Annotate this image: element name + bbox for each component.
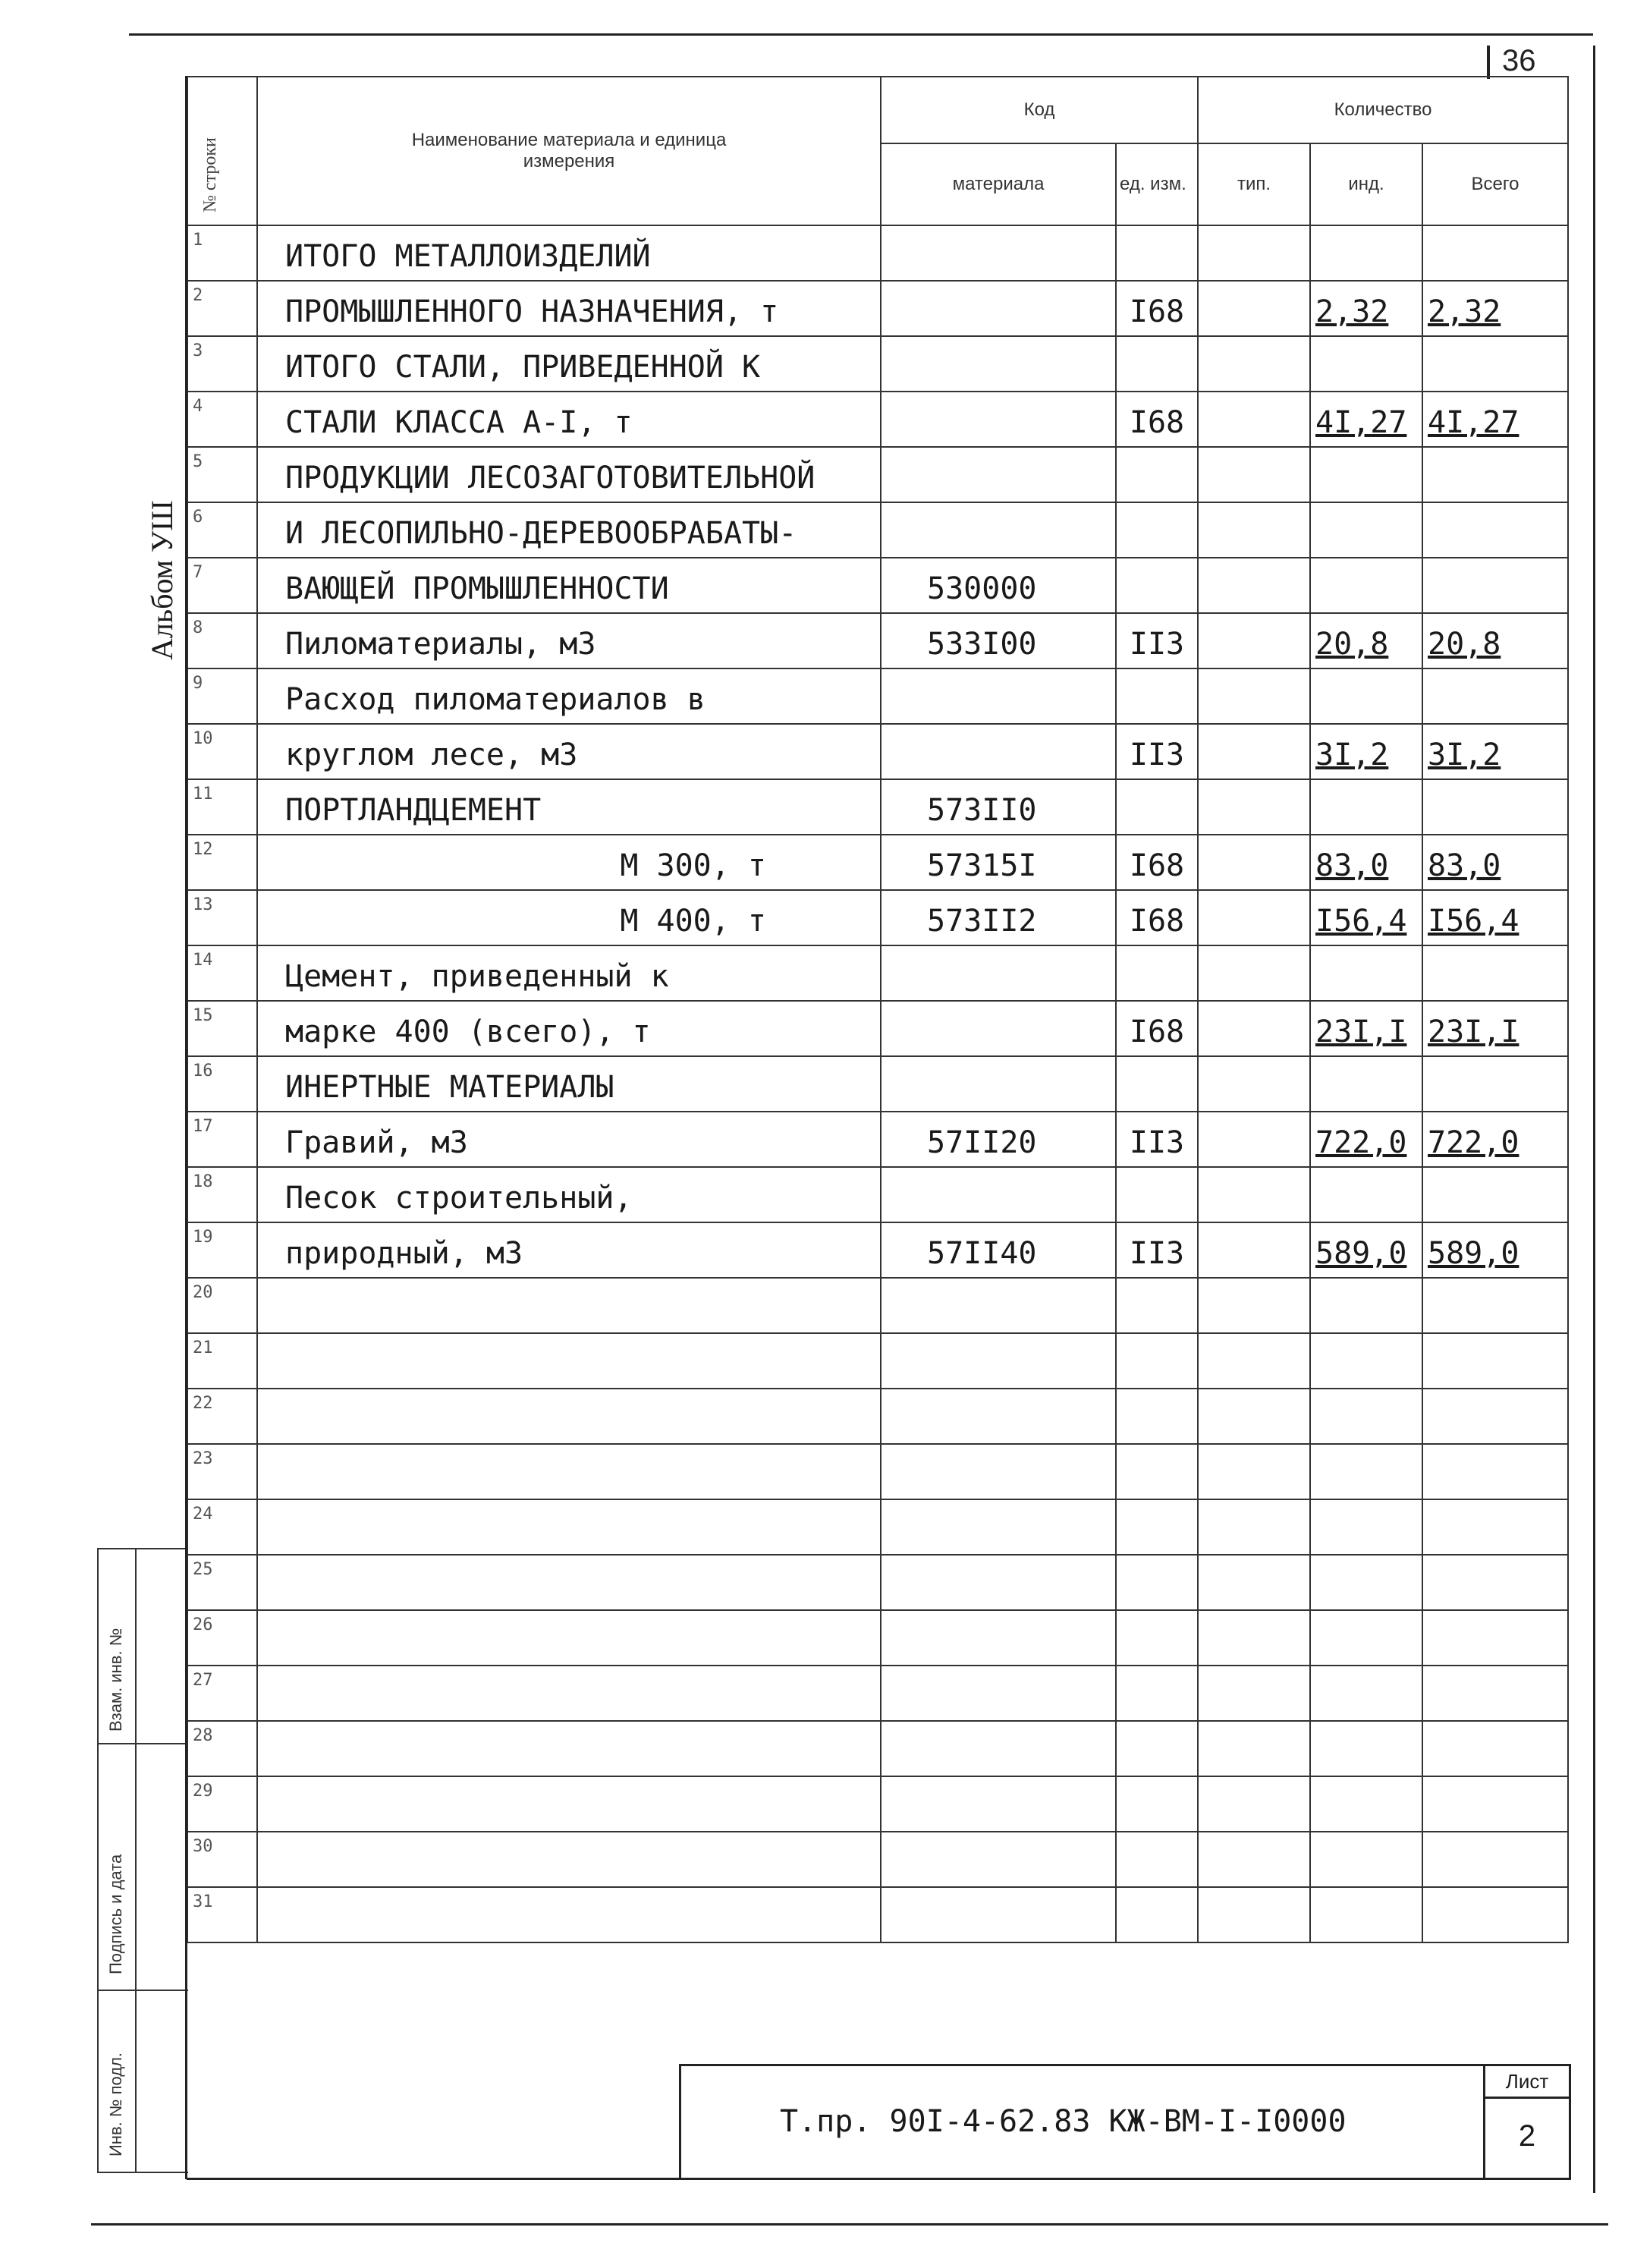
row-code xyxy=(881,1721,1116,1776)
table-row xyxy=(187,1721,1568,1776)
row-qty-typ xyxy=(1198,724,1310,779)
row-qty-ind: 722,0 xyxy=(1310,1112,1422,1167)
header-code-group: Код xyxy=(881,77,1198,143)
header-name: Наименование материала и единица измерения xyxy=(257,77,881,225)
row-qty-ind: 2,32 xyxy=(1310,281,1422,336)
row-qty-ind xyxy=(1310,1167,1422,1222)
row-number: 13 xyxy=(187,890,257,945)
row-name: М 300, т xyxy=(257,835,881,890)
row-qty-ind: 23I,I xyxy=(1310,1001,1422,1056)
header-row-number xyxy=(187,77,257,225)
row-qty-total: 722,0 xyxy=(1422,1112,1568,1167)
row-name xyxy=(257,1887,881,1942)
row-number: 31 xyxy=(187,1887,257,1942)
row-qty-ind xyxy=(1310,945,1422,1001)
row-number: 9 xyxy=(187,668,257,724)
row-qty-ind xyxy=(1310,1444,1422,1499)
row-code: 57II20 xyxy=(881,1112,1116,1167)
row-qty-ind xyxy=(1310,1666,1422,1721)
table-row xyxy=(187,1832,1568,1887)
stamp-inv-orig: Инв. № подл. xyxy=(106,2052,125,2156)
row-qty-ind xyxy=(1310,1776,1422,1832)
row-number: 2 xyxy=(187,281,257,336)
row-code xyxy=(881,724,1116,779)
document-code: Т.пр. 90I-4-62.83 КЖ-ВМ-I-I0000 xyxy=(780,2104,1347,2139)
row-qty-total: 20,8 xyxy=(1422,613,1568,668)
row-qty-ind: 20,8 xyxy=(1310,613,1422,668)
row-name xyxy=(257,1333,881,1389)
row-code xyxy=(881,1056,1116,1112)
table-row xyxy=(187,225,1568,281)
row-number: 14 xyxy=(187,945,257,1001)
row-unit xyxy=(1116,1776,1198,1832)
row-qty-typ xyxy=(1198,558,1310,613)
row-name xyxy=(257,1555,881,1610)
row-qty-ind xyxy=(1310,1721,1422,1776)
row-code xyxy=(881,1887,1116,1942)
row-unit: II3 xyxy=(1116,1222,1198,1278)
row-qty-total xyxy=(1422,225,1568,281)
row-qty-typ xyxy=(1198,502,1310,558)
row-code: 57II40 xyxy=(881,1222,1116,1278)
sheet-box xyxy=(1483,2066,1569,2180)
row-qty-typ xyxy=(1198,1832,1310,1887)
table-row xyxy=(187,1167,1568,1222)
row-name: ИТОГО МЕТАЛЛОИЗДЕЛИЙ xyxy=(257,225,881,281)
row-number: 16 xyxy=(187,1056,257,1112)
row-qty-typ xyxy=(1198,336,1310,392)
row-number: 19 xyxy=(187,1222,257,1278)
row-qty-ind xyxy=(1310,558,1422,613)
row-qty-total xyxy=(1422,779,1568,835)
row-qty-typ xyxy=(1198,835,1310,890)
row-name: ИНЕРТНЫЕ МАТЕРИАЛЫ xyxy=(257,1056,881,1112)
row-name xyxy=(257,1721,881,1776)
table-row xyxy=(187,1555,1568,1610)
row-qty-ind: 4I,27 xyxy=(1310,392,1422,447)
row-unit: I68 xyxy=(1116,392,1198,447)
row-qty-ind xyxy=(1310,447,1422,502)
title-block xyxy=(679,2064,1571,2180)
row-qty-ind: I56,4 xyxy=(1310,890,1422,945)
table-row xyxy=(187,1333,1568,1389)
row-qty-typ xyxy=(1198,281,1310,336)
row-qty-typ xyxy=(1198,1887,1310,1942)
row-qty-ind xyxy=(1310,1610,1422,1666)
row-name xyxy=(257,1389,881,1444)
row-qty-total xyxy=(1422,1278,1568,1333)
sheet-label: Лист xyxy=(1485,2066,1569,2099)
row-qty-ind xyxy=(1310,502,1422,558)
table-row xyxy=(187,1389,1568,1444)
row-code xyxy=(881,1776,1116,1832)
row-unit: I68 xyxy=(1116,281,1198,336)
row-name: ПРОМЫШЛЕННОГО НАЗНАЧЕНИЯ, т xyxy=(257,281,881,336)
stamp-replace-inv: Взам. инв. № xyxy=(106,1628,125,1732)
row-name: ПРОДУКЦИИ ЛЕСОЗАГОТОВИТЕЛЬНОЙ xyxy=(257,447,881,502)
table-row xyxy=(187,779,1568,835)
row-qty-typ xyxy=(1198,1056,1310,1112)
row-unit: II3 xyxy=(1116,613,1198,668)
row-qty-ind xyxy=(1310,1887,1422,1942)
row-unit: II3 xyxy=(1116,724,1198,779)
page-number: 36 xyxy=(1502,44,1536,77)
row-qty-typ xyxy=(1198,1001,1310,1056)
row-qty-typ xyxy=(1198,945,1310,1001)
row-number: 3 xyxy=(187,336,257,392)
row-qty-total xyxy=(1422,447,1568,502)
row-number: 20 xyxy=(187,1278,257,1333)
row-qty-typ xyxy=(1198,447,1310,502)
row-number: 28 xyxy=(187,1721,257,1776)
table-row xyxy=(187,1278,1568,1333)
row-number: 25 xyxy=(187,1555,257,1610)
row-code xyxy=(881,1444,1116,1499)
row-qty-total: I56,4 xyxy=(1422,890,1568,945)
row-qty-total xyxy=(1422,668,1568,724)
row-unit xyxy=(1116,225,1198,281)
row-name: природный, м3 xyxy=(257,1222,881,1278)
sheet-number: 2 xyxy=(1518,2119,1536,2153)
row-qty-total xyxy=(1422,1333,1568,1389)
row-qty-ind xyxy=(1310,1056,1422,1112)
table-row xyxy=(187,835,1568,890)
row-name: ИТОГО СТАЛИ, ПРИВЕДЕННОЙ К xyxy=(257,336,881,392)
row-qty-ind xyxy=(1310,668,1422,724)
row-code xyxy=(881,1666,1116,1721)
table-row xyxy=(187,945,1568,1001)
table-left-edge xyxy=(185,76,187,2179)
row-unit xyxy=(1116,1056,1198,1112)
row-number: 12 xyxy=(187,835,257,890)
row-qty-typ xyxy=(1198,1222,1310,1278)
row-number: 24 xyxy=(187,1499,257,1555)
side-stamp xyxy=(97,1548,188,2173)
row-qty-total: 3I,2 xyxy=(1422,724,1568,779)
table-row xyxy=(187,1610,1568,1666)
row-qty-typ xyxy=(1198,1776,1310,1832)
row-qty-ind xyxy=(1310,1333,1422,1389)
row-code xyxy=(881,281,1116,336)
row-unit xyxy=(1116,447,1198,502)
row-qty-typ xyxy=(1198,1333,1310,1389)
table-row xyxy=(187,1666,1568,1721)
table-row xyxy=(187,724,1568,779)
row-qty-total xyxy=(1422,336,1568,392)
row-number: 1 xyxy=(187,225,257,281)
row-unit: I68 xyxy=(1116,1001,1198,1056)
row-unit xyxy=(1116,1333,1198,1389)
table-row xyxy=(187,447,1568,502)
row-unit xyxy=(1116,502,1198,558)
row-code xyxy=(881,502,1116,558)
row-name: марке 400 (всего), т xyxy=(257,1001,881,1056)
row-qty-total xyxy=(1422,1832,1568,1887)
row-code xyxy=(881,1832,1116,1887)
row-qty-typ xyxy=(1198,1610,1310,1666)
header-code-material: материала xyxy=(881,143,1116,225)
header-qty-group: Количество xyxy=(1198,77,1568,143)
header-qty-typ: тип. xyxy=(1198,143,1310,225)
table-body xyxy=(187,225,1568,1942)
row-qty-typ xyxy=(1198,1389,1310,1444)
table-row xyxy=(187,1887,1568,1942)
row-qty-typ xyxy=(1198,1112,1310,1167)
row-code: 533I00 xyxy=(881,613,1116,668)
table-row xyxy=(187,613,1568,668)
row-number: 27 xyxy=(187,1666,257,1721)
row-unit xyxy=(1116,1887,1198,1942)
row-unit xyxy=(1116,779,1198,835)
row-unit xyxy=(1116,668,1198,724)
row-unit xyxy=(1116,945,1198,1001)
row-unit xyxy=(1116,1444,1198,1499)
row-unit xyxy=(1116,1555,1198,1610)
row-name xyxy=(257,1499,881,1555)
row-qty-typ xyxy=(1198,225,1310,281)
row-qty-ind xyxy=(1310,779,1422,835)
frame-top xyxy=(129,33,1593,36)
row-number: 23 xyxy=(187,1444,257,1499)
row-name: Гравий, м3 xyxy=(257,1112,881,1167)
row-qty-ind xyxy=(1310,1389,1422,1444)
table-row xyxy=(187,392,1568,447)
row-qty-typ xyxy=(1198,1278,1310,1333)
row-qty-total xyxy=(1422,1610,1568,1666)
header-code-unit: ед. изм. xyxy=(1116,143,1198,225)
header-qty-total: Всего xyxy=(1422,143,1568,225)
row-qty-typ xyxy=(1198,1666,1310,1721)
row-code xyxy=(881,1278,1116,1333)
row-qty-typ xyxy=(1198,668,1310,724)
row-unit xyxy=(1116,1666,1198,1721)
row-code xyxy=(881,945,1116,1001)
row-qty-total xyxy=(1422,1056,1568,1112)
table-row xyxy=(187,1444,1568,1499)
row-unit xyxy=(1116,558,1198,613)
row-qty-typ xyxy=(1198,779,1310,835)
row-code: 573II0 xyxy=(881,779,1116,835)
row-qty-ind xyxy=(1310,336,1422,392)
row-qty-total: 589,0 xyxy=(1422,1222,1568,1278)
row-qty-total xyxy=(1422,1666,1568,1721)
title-block-bottom xyxy=(187,2178,1569,2180)
row-name: круглом лесе, м3 xyxy=(257,724,881,779)
row-qty-ind xyxy=(1310,225,1422,281)
row-unit xyxy=(1116,1499,1198,1555)
row-qty-total xyxy=(1422,1887,1568,1942)
row-name: ВАЮЩЕЙ ПРОМЫШЛЕННОСТИ xyxy=(257,558,881,613)
row-name xyxy=(257,1666,881,1721)
table-row xyxy=(187,890,1568,945)
row-unit xyxy=(1116,1389,1198,1444)
row-qty-ind: 3I,2 xyxy=(1310,724,1422,779)
row-code xyxy=(881,1333,1116,1389)
row-number: 15 xyxy=(187,1001,257,1056)
row-name xyxy=(257,1776,881,1832)
row-name: СТАЛИ КЛАССА А-I, т xyxy=(257,392,881,447)
row-qty-total xyxy=(1422,1389,1568,1444)
row-name xyxy=(257,1832,881,1887)
row-code: 57315I xyxy=(881,835,1116,890)
table-row xyxy=(187,281,1568,336)
row-number: 17 xyxy=(187,1112,257,1167)
row-code xyxy=(881,447,1116,502)
row-unit: I68 xyxy=(1116,835,1198,890)
row-qty-total xyxy=(1422,558,1568,613)
row-code xyxy=(881,1555,1116,1610)
row-name: Песок строительный, xyxy=(257,1167,881,1222)
row-unit xyxy=(1116,1167,1198,1222)
row-number: 8 xyxy=(187,613,257,668)
row-qty-total xyxy=(1422,1167,1568,1222)
table-row xyxy=(187,1001,1568,1056)
row-number: 10 xyxy=(187,724,257,779)
row-name: И ЛЕСОПИЛЬНО-ДЕРЕВООБРАБАТЫ- xyxy=(257,502,881,558)
row-code xyxy=(881,1167,1116,1222)
stamp-sign-date: Подпись и дата xyxy=(106,1854,125,1974)
row-number: 30 xyxy=(187,1832,257,1887)
row-unit xyxy=(1116,1721,1198,1776)
row-name: М 400, т xyxy=(257,890,881,945)
row-name xyxy=(257,1610,881,1666)
row-code xyxy=(881,668,1116,724)
row-qty-total xyxy=(1422,1721,1568,1776)
row-name xyxy=(257,1444,881,1499)
row-code: 530000 xyxy=(881,558,1116,613)
row-number: 29 xyxy=(187,1776,257,1832)
table-row xyxy=(187,1056,1568,1112)
header-qty-ind: инд. xyxy=(1310,143,1422,225)
row-number: 22 xyxy=(187,1389,257,1444)
row-qty-typ xyxy=(1198,1499,1310,1555)
row-qty-typ xyxy=(1198,1167,1310,1222)
row-qty-ind: 83,0 xyxy=(1310,835,1422,890)
row-code xyxy=(881,1389,1116,1444)
row-number: 21 xyxy=(187,1333,257,1389)
row-qty-total: 83,0 xyxy=(1422,835,1568,890)
row-qty-total xyxy=(1422,1499,1568,1555)
row-qty-ind xyxy=(1310,1499,1422,1555)
row-number: 5 xyxy=(187,447,257,502)
row-code: 573II2 xyxy=(881,890,1116,945)
row-number: 18 xyxy=(187,1167,257,1222)
row-qty-ind xyxy=(1310,1555,1422,1610)
page-number-tick xyxy=(1487,46,1490,79)
row-qty-total xyxy=(1422,1776,1568,1832)
row-qty-typ xyxy=(1198,613,1310,668)
row-qty-total xyxy=(1422,945,1568,1001)
row-unit xyxy=(1116,1832,1198,1887)
table-row xyxy=(187,502,1568,558)
album-label: Альбом УШ xyxy=(145,500,179,660)
table-row xyxy=(187,336,1568,392)
row-code xyxy=(881,1610,1116,1666)
row-name: Пиломатериалы, м3 xyxy=(257,613,881,668)
row-number: 7 xyxy=(187,558,257,613)
row-code xyxy=(881,225,1116,281)
row-unit: II3 xyxy=(1116,1112,1198,1167)
frame-bottom xyxy=(91,2223,1608,2226)
row-qty-typ xyxy=(1198,1721,1310,1776)
table-row xyxy=(187,1776,1568,1832)
row-number: 4 xyxy=(187,392,257,447)
row-code xyxy=(881,1001,1116,1056)
row-qty-ind xyxy=(1310,1278,1422,1333)
table-row xyxy=(187,1499,1568,1555)
row-qty-typ xyxy=(1198,392,1310,447)
row-qty-total: 4I,27 xyxy=(1422,392,1568,447)
row-number: 11 xyxy=(187,779,257,835)
row-qty-ind: 589,0 xyxy=(1310,1222,1422,1278)
row-qty-total xyxy=(1422,1444,1568,1499)
row-unit xyxy=(1116,1278,1198,1333)
row-qty-total: 2,32 xyxy=(1422,281,1568,336)
row-qty-total xyxy=(1422,1555,1568,1610)
row-qty-ind xyxy=(1310,1832,1422,1887)
row-name: Расход пиломатериалов в xyxy=(257,668,881,724)
row-qty-typ xyxy=(1198,1444,1310,1499)
table-row xyxy=(187,1222,1568,1278)
row-qty-typ xyxy=(1198,890,1310,945)
row-name: ПОРТЛАНДЦЕМЕНТ xyxy=(257,779,881,835)
row-qty-total: 23I,I xyxy=(1422,1001,1568,1056)
row-unit xyxy=(1116,336,1198,392)
row-code xyxy=(881,392,1116,447)
row-code xyxy=(881,1499,1116,1555)
table-row xyxy=(187,558,1568,613)
table-row xyxy=(187,668,1568,724)
row-unit xyxy=(1116,1610,1198,1666)
row-code xyxy=(881,336,1116,392)
header-row-number-label: № строки xyxy=(200,137,220,212)
table-row xyxy=(187,1112,1568,1167)
row-name xyxy=(257,1278,881,1333)
row-qty-total xyxy=(1422,502,1568,558)
row-qty-typ xyxy=(1198,1555,1310,1610)
frame-right xyxy=(1593,46,1595,2193)
row-number: 26 xyxy=(187,1610,257,1666)
materials-table xyxy=(187,76,1569,1943)
row-name: Цемент, приведенный к xyxy=(257,945,881,1001)
row-unit: I68 xyxy=(1116,890,1198,945)
row-number: 6 xyxy=(187,502,257,558)
